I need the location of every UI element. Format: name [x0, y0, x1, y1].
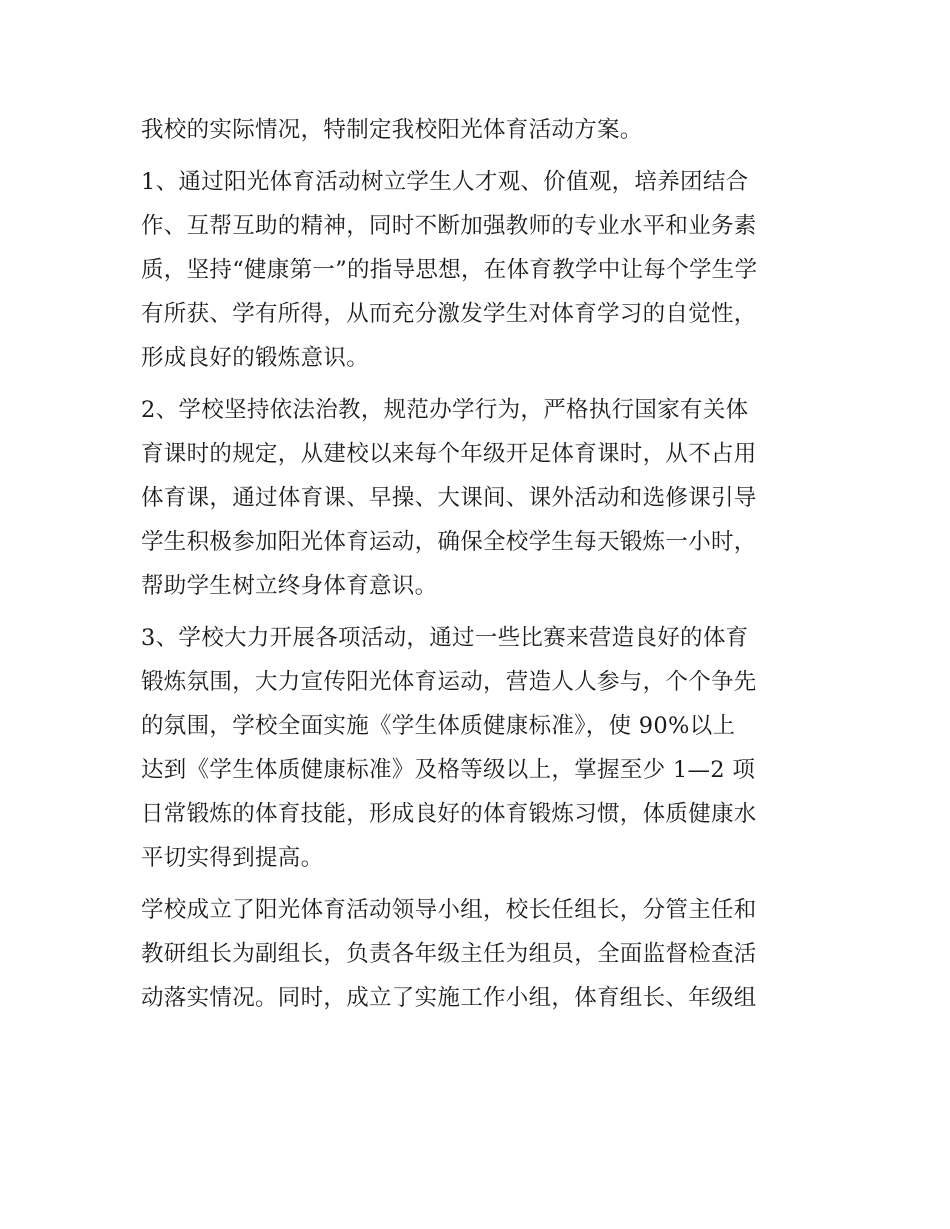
text-line: 3、学校大力开展各项活动，通过一些比赛来营造良好的体育	[141, 625, 749, 651]
text-line: 1、通过阳光体育活动树立学生人才观、价值观，培养团结合	[141, 169, 749, 195]
text-line: 作、互帮互助的精神，同时不断加强教师的专业水平和业务素	[141, 213, 757, 239]
text-line: 体育课，通过体育课、早操、大课间、课外活动和选修课引导	[141, 485, 757, 511]
text-line: 学校成立了阳光体育活动领导小组，校长任组长，分管主任和	[141, 897, 757, 923]
text-line: 达到《学生体质健康标准》及格等级以上，掌握至少 1—2 项	[141, 757, 756, 783]
text-line: 学生积极参加阳光体育运动，确保全校学生每天锻炼一小时，	[141, 529, 757, 555]
text-line: 的氛围，学校全面实施《学生体质健康标准》，使 90%以上	[141, 713, 736, 739]
text-line: 质，坚持“健康第一”的指导思想，在体育教学中让每个学生学	[141, 257, 758, 283]
text-line: 动落实情况。同时，成立了实施工作小组，体育组长、年级组	[141, 985, 757, 1011]
text-line: 育课时的规定，从建校以来每个年级开足体育课时，从不占用	[141, 441, 757, 467]
document-body	[141, 108, 821, 1020]
text-line: 我校的实际情况，特制定我校阳光体育活动方案。	[141, 117, 643, 143]
text-line: 有所获、学有所得，从而充分激发学生对体育学习的自觉性，	[141, 301, 757, 327]
text-line: 帮助学生树立终身体育意识。	[141, 573, 438, 599]
text-line: 平切实得到提高。	[141, 845, 324, 871]
text-line: 教研组长为副组长，负责各年级主任为组员，全面监督检查活	[141, 941, 757, 967]
text-line: 2、学校坚持依法治教，规范办学行为，严格执行国家有关体	[141, 397, 749, 423]
text-line: 形成良好的锻炼意识。	[141, 345, 370, 371]
text-line: 锻炼氛围，大力宣传阳光体育运动，营造人人参与，个个争先	[141, 669, 757, 695]
text-line: 日常锻炼的体育技能，形成良好的体育锻炼习惯，体质健康水	[141, 801, 757, 827]
